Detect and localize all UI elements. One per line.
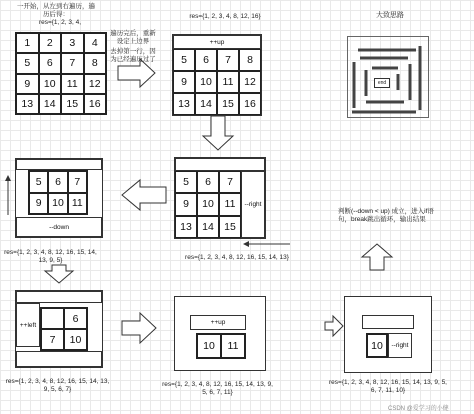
overview-panel [347, 36, 429, 118]
matrix-cell: 15 [61, 94, 84, 114]
matrix-cell: 16 [84, 94, 107, 114]
matrix-cell: 9 [29, 193, 48, 215]
matrix-remaining-3 [175, 171, 241, 238]
matrix-remaining-4 [28, 170, 88, 215]
block-arrow-down-2 [45, 265, 73, 283]
matrix-remaining-6 [196, 333, 246, 359]
matrix-cell: 7 [219, 171, 241, 193]
matrix-cell: 13 [175, 216, 197, 238]
matrix-remaining-5 [40, 307, 88, 351]
matrix-cell: 6 [195, 49, 217, 71]
result-row-7: res={1, 2, 3, 4, 8, 12, 16, 15, 14, 13, 9, 5, 6, 7, 11, 10} [329, 379, 447, 394]
matrix-cell: 16 [239, 93, 261, 115]
watermark: CSDN @爱学习的小健 [388, 406, 449, 412]
matrix-cell: 7 [41, 329, 64, 350]
result-row-3: res={1, 2, 3, 4, 8, 12, 16, 15, 14, 13} [185, 254, 289, 261]
matrix-cell: 7 [68, 171, 87, 193]
result-row-2: res={1, 2, 3, 4, 8, 12, 16} [189, 13, 261, 20]
matrix-cell: 10 [197, 334, 221, 358]
matrix-cell: 12 [239, 71, 261, 93]
matrix-cell: 11 [68, 193, 87, 215]
result-row-1: res={1, 2, 3, 4, [38, 19, 82, 26]
up-bar-p4 [16, 159, 102, 170]
matrix-cell: 7 [61, 53, 84, 73]
matrix-cell: 10 [39, 74, 62, 94]
block-arrow-right-3 [325, 316, 343, 336]
matrix-cell: 8 [239, 49, 261, 71]
up-bar-p5 [16, 291, 102, 303]
matrix-full [15, 32, 107, 115]
right-bar-p7: --right [388, 333, 412, 358]
matrix-cell: 8 [84, 53, 107, 73]
matrix-cell: 5 [29, 171, 48, 193]
matrix-cell: 3 [61, 33, 84, 53]
result-row-5: res={1, 2, 3, 4, 8, 12, 16, 15, 14, 13, 9, 5, 6, 7} [5, 378, 110, 393]
block-arrow-down-1 [203, 116, 233, 150]
matrix-cell: 12 [84, 74, 107, 94]
matrix-cell: 2 [39, 33, 62, 53]
matrix-cell: 11 [221, 334, 245, 358]
matrix-cell: 15 [217, 93, 239, 115]
matrix-cell: 11 [217, 71, 239, 93]
matrix-cell: 14 [197, 216, 219, 238]
matrix-cell: 1 [16, 33, 39, 53]
down-bar-p5 [16, 351, 102, 367]
matrix-remaining-7 [366, 333, 388, 358]
condition-note: 判断(--down < up) 成立，进入if语句，break跳出循环，输出结果 [338, 208, 434, 223]
matrix-cell: 5 [175, 171, 197, 193]
matrix-cell-empty [41, 308, 64, 329]
matrix-cell: 10 [195, 71, 217, 93]
matrix-cell: 11 [219, 193, 241, 215]
matrix-cell: 6 [197, 171, 219, 193]
matrix-cell: 14 [195, 93, 217, 115]
right-bar-label: --right [241, 171, 265, 238]
overview-end-label: end [374, 78, 390, 88]
matrix-cell: 10 [197, 193, 219, 215]
matrix-cell: 6 [64, 308, 87, 329]
block-arrow-left-1 [122, 180, 166, 210]
matrix-cell: 10 [48, 193, 67, 215]
matrix-cell: 9 [175, 193, 197, 215]
matrix-cell: 13 [173, 93, 195, 115]
overview-title: 大致思路 [376, 12, 404, 19]
matrix-cell: 5 [173, 49, 195, 71]
matrix-cell: 6 [48, 171, 67, 193]
matrix-cell: 13 [16, 94, 39, 114]
up-bar-p7 [362, 315, 414, 329]
matrix-cell: 10 [367, 334, 387, 357]
intro-note: 一开始，从左到右遍历，遍历后得： [17, 3, 95, 18]
matrix-cell: 15 [219, 216, 241, 238]
matrix-cell: 5 [16, 53, 39, 73]
note-remove-row: 去掉第一行，因为已经遍历过了 [110, 48, 156, 63]
up-bar-p3 [175, 158, 265, 171]
matrix-cell: 4 [84, 33, 107, 53]
left-bar-label: ++left [16, 303, 40, 347]
matrix-cell: 9 [16, 74, 39, 94]
block-arrow-right-2 [122, 313, 156, 343]
result-row-6: res={1, 2, 3, 4, 8, 12, 16, 15, 14, 13, 9, 5, 6, 7, 11} [162, 381, 273, 396]
matrix-cell: 11 [61, 74, 84, 94]
matrix-cell: 14 [39, 94, 62, 114]
up-bar-label: ++up [173, 35, 261, 49]
matrix-cell: 6 [39, 53, 62, 73]
up-bar-p6: ++up [190, 315, 246, 330]
result-row-4: res={1, 2, 3, 4, 8, 12, 16, 15, 14, 13, 9, 5} [4, 249, 97, 264]
down-bar-label: --down [16, 217, 102, 237]
matrix-remaining-2 [173, 49, 261, 115]
note-reset-top: 遍历完后，重新设定上边界 [110, 30, 156, 45]
matrix-cell: 7 [217, 49, 239, 71]
matrix-cell: 9 [173, 71, 195, 93]
block-arrow-up-1 [362, 244, 392, 270]
matrix-cell: 10 [64, 329, 87, 350]
